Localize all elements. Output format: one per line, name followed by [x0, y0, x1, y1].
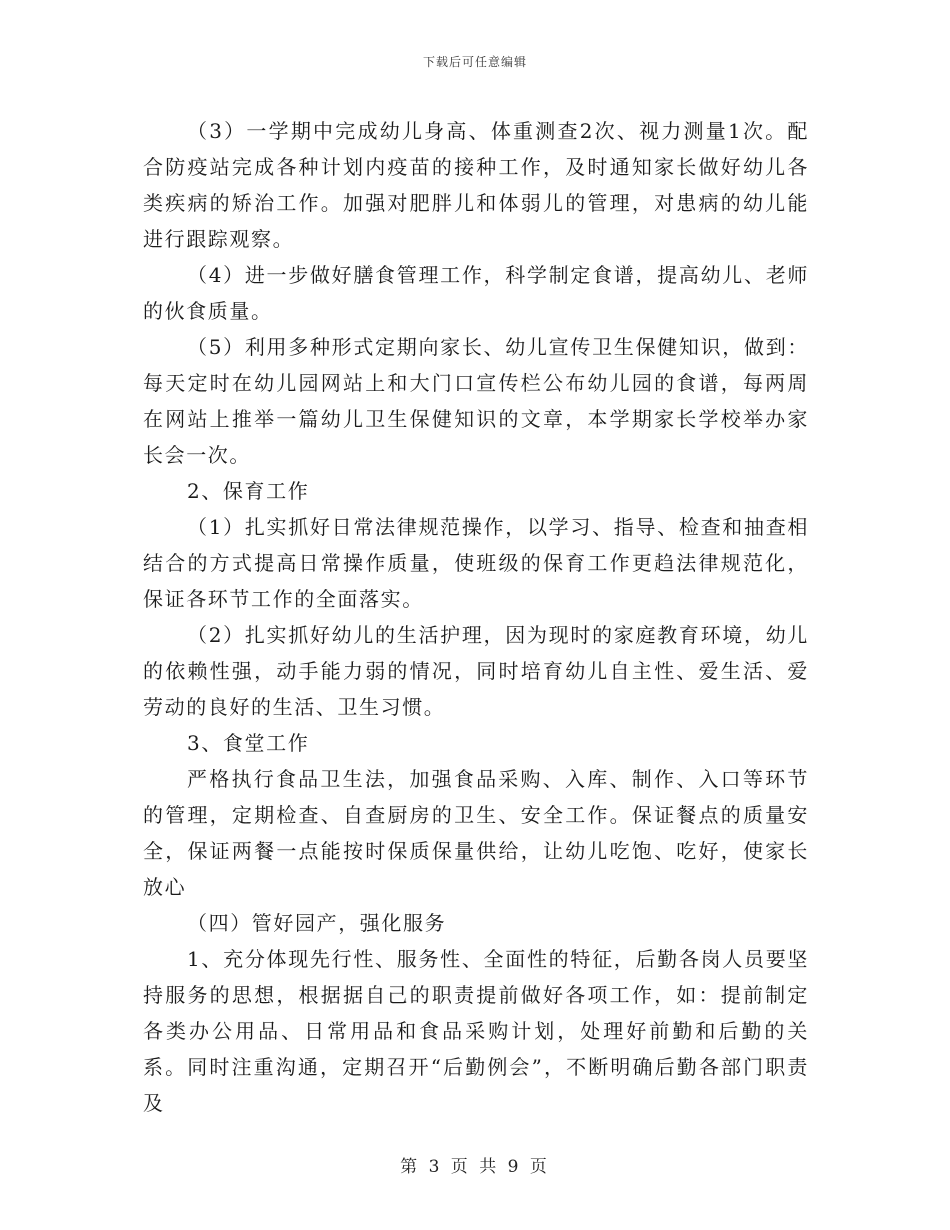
- page-header-note: 下载后可任意编辑: [422, 55, 527, 69]
- section-heading-property-service: （四）管好园产，强化服务: [187, 911, 447, 935]
- paragraph-food-safety: 严格执行食品卫生法，加强食品采购、入库、制作、入口等环节的管理，定期检查、自查厨房的卫生、安全工作。保证餐点的质量安全，保证两餐一点能按时保质保量供给，让幼儿吃饱、吃好，使家长放心: [143, 767, 809, 899]
- section-heading-care-work: 2、保育工作: [187, 479, 310, 503]
- paragraph-service-principles: 1、充分体现先行性、服务性、全面性的特征，后勤各岗人员要坚持服务的思想，根据据自己的职责提前做好各项工作，如：提前制定各类办公用品、日常用品和食品采购计划，处理好前勤和后勤的关系。同时注重沟通，定期召开“后勤例会”，不断明确后勤各部门职责及: [143, 947, 809, 1115]
- paragraph-health-check: （3）一学期中完成幼儿身高、体重测查2次、视力测量1次。配合防疫站完成各种计划内疫苗的接种工作，及时通知家长做好幼儿各类疾病的矫治工作。加强对肥胖儿和体弱儿的管理，对患病的幼儿能进行跟踪观察。: [143, 119, 809, 251]
- paragraph-health-publicity: （5）利用多种形式定期向家长、幼儿宣传卫生保健知识，做到：每天定时在幼儿园网站上和大门口宣传栏公布幼儿园的食谱，每两周在网站上推举一篇幼儿卫生保健知识的文章，本学期家长学校举办家长会一次。: [143, 335, 809, 467]
- paragraph-life-care: （2）扎实抓好幼儿的生活护理，因为现时的家庭教育环境，幼儿的依赖性强，动手能力弱的情况，同时培育幼儿自主性、爱生活、爱劳动的良好的生活、卫生习惯。: [143, 623, 809, 719]
- paragraph-meal-management: （4）进一步做好膳食管理工作，科学制定食谱，提高幼儿、老师的伙食质量。: [143, 263, 809, 323]
- paragraph-daily-operations: （1）扎实抓好日常法律规范操作，以学习、指导、检查和抽查相结合的方式提高日常操作质量，使班级的保育工作更趋法律规范化，保证各环节工作的全面落实。: [143, 515, 809, 611]
- section-heading-canteen: 3、食堂工作: [187, 731, 310, 755]
- document-body: [143, 113, 809, 1121]
- page-number: 第 3 页 共 9 页: [400, 1157, 550, 1177]
